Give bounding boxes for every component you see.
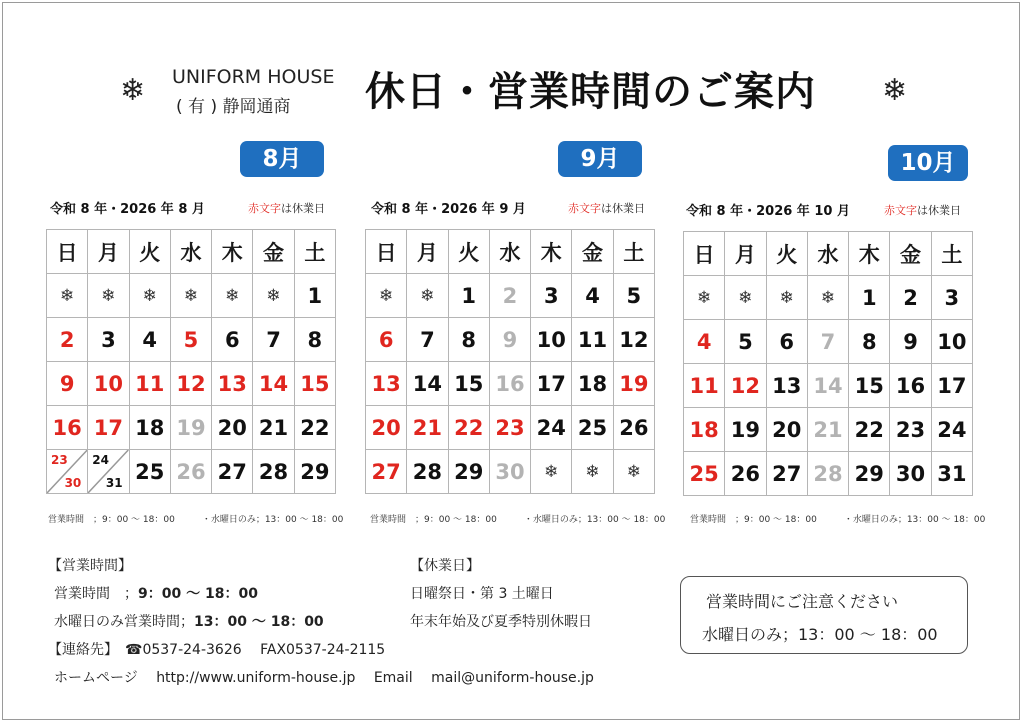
calendar-day: 5 [613,274,654,318]
snowflake-icon: ❄ [725,276,766,320]
calendar-day: 29 [849,452,890,496]
calendar-day: 28 [253,450,294,494]
calendar-day: 7 [407,318,448,362]
calendar-day: 18 [572,362,613,406]
weekday-header: 月 [88,230,129,274]
calendar-day: 7 [807,320,848,364]
calendar-day: 13 [212,362,253,406]
calendar-day: 10 [531,318,572,362]
phone-icon: ☎ [125,642,143,658]
holiday-legend-aug [248,200,325,216]
weekday-header: 金 [890,232,931,276]
calendar-day: 29 [294,450,335,494]
snowflake-icon: ❄ [882,73,908,108]
calendar-day: 21 [253,406,294,450]
snowflake-icon: ❄ [613,450,654,494]
calendar-day: 11 [129,362,170,406]
calendar-day: 15 [448,362,489,406]
calendar-day: 24 [931,408,972,452]
calendar-day: 23 [51,453,68,467]
hours-heading: 【営業時間】 [48,558,132,574]
calendar-day: 9 [890,320,931,364]
calendar-day: 16 [489,362,530,406]
calendar-day: 15 [294,362,335,406]
calendar-day: 11 [684,364,725,408]
calendar-caption-oct: 令和 8 年・2026 年 10 月 [686,204,850,219]
calendar-day: 8 [294,318,335,362]
calendar-day: 5 [725,320,766,364]
snowflake-icon: ❄ [684,276,725,320]
snowflake-icon: ❄ [120,73,146,108]
snowflake-icon: ❄ [572,450,613,494]
calendar-day: 15 [849,364,890,408]
calendar-day: 19 [170,406,211,450]
calendar-hours-note-aug: 営業時間 ；9：00 〜 18：00 ・水曜日のみ；13：00 〜 18：00 [48,515,344,525]
calendar-day: 24 [531,406,572,450]
snowflake-icon: ❄ [407,274,448,318]
weekday-header: 木 [212,230,253,274]
calendar-day-split [47,450,88,494]
page-title: 休日・営業時間のご案内 [365,69,816,115]
weekday-header: 日 [684,232,725,276]
snowflake-icon: ❄ [47,274,88,318]
holiday-legend-sep [568,200,645,216]
company-name-ja: ( 有 ) 静岡通商 [176,97,291,117]
holiday-legend-oct [884,202,961,218]
weekday-header: 土 [294,230,335,274]
calendar-table-oct [683,231,973,496]
red-text-label: 赤文字 [884,204,917,217]
calendar-day: 13 [366,362,407,406]
calendar-table-sep [365,229,655,494]
calendar-day: 12 [170,362,211,406]
calendar-day: 14 [407,362,448,406]
calendar-day: 26 [725,452,766,496]
calendar-day: 25 [129,450,170,494]
calendar-day: 8 [849,320,890,364]
calendar-day: 6 [366,318,407,362]
calendar-day: 19 [613,362,654,406]
calendar-day: 20 [212,406,253,450]
hours-line-weekday: 営業時間 ；9：00 〜 18：00 [54,586,258,602]
calendar-day-split [88,450,129,494]
calendar-day: 18 [129,406,170,450]
weekday-header: 火 [766,232,807,276]
company-name-en: UNIFORM HOUSE [172,66,335,88]
web-contact-line: ホームページ http://www.uniform-house.jp Email mail@uniform-house.jp [54,670,594,686]
calendar-day: 25 [572,406,613,450]
calendar-day: 4 [572,274,613,318]
calendar-day: 20 [766,408,807,452]
calendar-day: 1 [849,276,890,320]
calendar-day: 8 [448,318,489,362]
calendar-day: 21 [407,406,448,450]
calendar-day: 4 [129,318,170,362]
hours-line-wednesday: 水曜日のみ営業時間；13：00 〜 18：00 [54,614,324,630]
holiday-heading: 【休業日】 [410,558,480,574]
calendar-day: 26 [170,450,211,494]
calendar-day: 17 [531,362,572,406]
calendar-day: 12 [725,364,766,408]
calendar-day: 30 [489,450,530,494]
snowflake-icon: ❄ [253,274,294,318]
calendar-day: 31 [105,476,123,490]
calendar-day: 30 [64,476,82,490]
weekday-header: 水 [807,232,848,276]
calendar-day: 16 [47,406,88,450]
holiday-suffix: は休業日 [917,204,961,217]
calendar-day: 1 [294,274,335,318]
calendar-day: 14 [807,364,848,408]
weekday-header: 土 [613,230,654,274]
weekday-header: 月 [407,230,448,274]
snowflake-icon: ❄ [212,274,253,318]
snowflake-icon: ❄ [807,276,848,320]
snowflake-icon: ❄ [88,274,129,318]
calendar-day: 9 [489,318,530,362]
calendar-day: 6 [766,320,807,364]
email-link[interactable]: mail@uniform-house.jp [431,670,594,686]
calendar-day: 26 [613,406,654,450]
homepage-link[interactable]: http://www.uniform-house.jp [156,670,356,686]
month-badge-oct: 10月 [888,145,968,181]
calendar-day: 11 [572,318,613,362]
calendar-day: 21 [807,408,848,452]
notice-hours: 水曜日のみ；13：00 〜 18：00 [702,625,938,644]
calendar-hours-note-sep: 営業時間 ；9：00 〜 18：00 ・水曜日のみ；13：00 〜 18：00 [370,515,666,525]
calendar-day: 1 [448,274,489,318]
calendar-day: 3 [88,318,129,362]
calendar-day: 23 [890,408,931,452]
calendar-table-aug [46,229,336,494]
calendar-day: 30 [890,452,931,496]
weekday-header: 日 [366,230,407,274]
calendar-day: 5 [170,318,211,362]
calendar-day: 13 [766,364,807,408]
weekday-header: 日 [47,230,88,274]
calendar-hours-note-oct: 営業時間 ；9：00 〜 18：00 ・水曜日のみ；13：00 〜 18：00 [690,515,986,525]
calendar-day: 20 [366,406,407,450]
calendar-day: 6 [212,318,253,362]
calendar-day: 19 [725,408,766,452]
calendar-day: 22 [448,406,489,450]
red-text-label: 赤文字 [248,202,281,215]
calendar-day: 18 [684,408,725,452]
calendar-day: 9 [47,362,88,406]
snowflake-icon: ❄ [531,450,572,494]
calendar-day: 4 [684,320,725,364]
weekday-header: 月 [725,232,766,276]
red-text-label: 赤文字 [568,202,601,215]
calendar-day: 31 [931,452,972,496]
holiday-line-1: 日曜祭日・第 3 土曜日 [410,586,554,602]
calendar-day: 25 [684,452,725,496]
weekday-header: 金 [253,230,294,274]
calendar-day: 7 [253,318,294,362]
calendar-day: 2 [489,274,530,318]
holiday-suffix: は休業日 [601,202,645,215]
month-badge-aug: 8月 [240,141,324,177]
calendar-day: 3 [531,274,572,318]
calendar-day: 10 [931,320,972,364]
calendar-caption-sep: 令和 8 年・2026 年 9 月 [371,202,526,217]
calendar-day: 28 [807,452,848,496]
calendar-day: 29 [448,450,489,494]
calendar-day: 22 [294,406,335,450]
calendar-day: 28 [407,450,448,494]
calendar-day: 12 [613,318,654,362]
calendar-day: 10 [88,362,129,406]
weekday-header: 木 [849,232,890,276]
calendar-day: 14 [253,362,294,406]
calendar-day: 27 [212,450,253,494]
calendar-day: 2 [890,276,931,320]
weekday-header: 水 [489,230,530,274]
contact-line: 【連絡先】 ☎0537-24-3626 FAX0537-24-2115 [48,642,386,658]
month-badge-sep: 9月 [558,141,642,177]
snowflake-icon: ❄ [766,276,807,320]
weekday-header: 水 [170,230,211,274]
calendar-day: 2 [47,318,88,362]
calendar-day: 24 [92,453,109,467]
weekday-header: 金 [572,230,613,274]
calendar-day: 23 [489,406,530,450]
weekday-header: 火 [448,230,489,274]
weekday-header: 土 [931,232,972,276]
calendar-day: 16 [890,364,931,408]
calendar-caption-aug: 令和 8 年・2026 年 8 月 [50,202,205,217]
notice-heading: 営業時間にご注意ください [706,592,899,611]
snowflake-icon: ❄ [170,274,211,318]
calendar-day: 27 [366,450,407,494]
holiday-line-2: 年末年始及び夏季特別休暇日 [410,614,592,630]
snowflake-icon: ❄ [129,274,170,318]
calendar-day: 17 [931,364,972,408]
calendar-day: 22 [849,408,890,452]
weekday-header: 木 [531,230,572,274]
calendar-day: 3 [931,276,972,320]
calendar-day: 27 [766,452,807,496]
snowflake-icon: ❄ [366,274,407,318]
weekday-header: 火 [129,230,170,274]
holiday-suffix: は休業日 [281,202,325,215]
calendar-day: 17 [88,406,129,450]
